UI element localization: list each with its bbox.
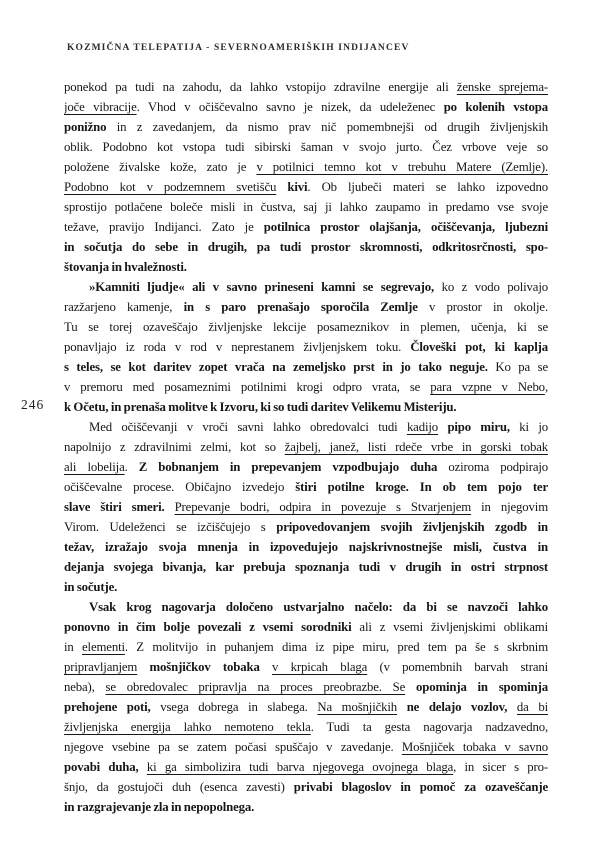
text-line xyxy=(64,117,548,137)
text-segment xyxy=(507,700,517,714)
text-line xyxy=(64,437,548,457)
text-line xyxy=(64,537,548,557)
text-segment: »Kamniti ljudje« ali v savno prineseni kamni se segrevajo, xyxy=(89,280,435,294)
text-segment: , xyxy=(544,380,548,394)
text-line xyxy=(64,637,548,657)
text-segment: da bi xyxy=(516,700,548,714)
text-line xyxy=(64,797,548,817)
text-segment: položene živalske kože, zato je xyxy=(64,160,257,174)
text-segment: ko z vodo polivajo xyxy=(434,280,548,294)
text-segment: ki jo xyxy=(509,420,548,434)
text-line xyxy=(64,557,548,577)
text-segment: opominja in spominja xyxy=(415,680,548,694)
text-line xyxy=(64,737,548,757)
text-line xyxy=(64,397,548,417)
text-segment xyxy=(405,680,416,694)
text-segment: , in sicer s pro- xyxy=(453,760,548,774)
text-segment: in razgrajevanje zla in nepopolnega. xyxy=(64,800,255,814)
text-segment: Ko pa se xyxy=(487,360,548,374)
text-segment: s teles, se kot daritev zopet vrača na zemeljsko prst in jo tako neguje. xyxy=(64,360,488,374)
text-segment: (v pomembnih barvah strani xyxy=(367,660,548,674)
text-segment: . xyxy=(124,460,139,474)
text-segment: Prepevanje bodri, odpira in povezuje s Stvarjenjem xyxy=(174,500,472,514)
text-segment: oblik. Podobno kot vstopa tudi sibirski šaman v svojo jurto. Čez vrbove veje so xyxy=(64,140,548,154)
text-segment: ali lobelija xyxy=(64,460,125,474)
text-line xyxy=(64,277,548,297)
text-line xyxy=(64,657,548,677)
text-segment: sprostijo potlačene boleče misli in čustva, saj ji lahko zaupamo in predamo vse svoje xyxy=(64,200,548,214)
text-segment: ali z vsemi življenjskimi oblikami xyxy=(351,620,548,634)
text-segment: štovanja in hvaležnosti. xyxy=(64,260,187,274)
text-segment: v krpicah blaga xyxy=(272,660,368,674)
text-segment xyxy=(139,760,147,774)
text-segment: ponavljajo iz roda v rod v neprestanem življenjskem toku. xyxy=(64,340,411,354)
text-segment xyxy=(137,660,149,674)
text-line xyxy=(64,297,548,317)
text-segment: razžarjeno kamenje, xyxy=(64,300,184,314)
text-line xyxy=(64,697,548,717)
text-segment: pripovedovanjem svojih življenjskih zgodb in xyxy=(276,520,548,534)
text-segment: šnjo, da gostujoči duh (esenca zavesti) xyxy=(64,780,294,794)
text-segment: in sočutja do sebe in drugih, pa tudi prostor skromnosti, odkritosrčnosti, spo- xyxy=(64,240,548,254)
text-segment: v premoru med posameznimi potilnimi krogi odpro vrata, se xyxy=(64,380,431,394)
text-segment: kivi xyxy=(287,180,308,194)
text-line xyxy=(64,497,548,517)
text-segment: para vzpne v Nebo xyxy=(430,380,545,394)
text-line xyxy=(64,77,548,97)
text-line xyxy=(64,97,548,117)
text-segment: in xyxy=(64,640,83,654)
text-line xyxy=(64,457,548,477)
text-segment: Podobno kot v podzemnem svetišču xyxy=(64,180,277,194)
text-segment: prehojene poti, xyxy=(64,700,151,714)
text-segment: Na mošnjičkih xyxy=(317,700,398,714)
text-line xyxy=(64,677,548,697)
text-segment: njegove vsebine pa se zatem počasi spuščajo v zavedanje. xyxy=(64,740,402,754)
text-segment: potilnica prostor olajšanja, očiščevanja, ljubezni xyxy=(263,220,548,234)
text-segment: se obredovalec pripravlja na proces preobrazbe. Se xyxy=(105,680,406,694)
text-segment: štiri potilne kroge. In ob tem pojo ter xyxy=(295,480,548,494)
text-segment: Z bobnanjem in prepevanjem vzpodbujajo duha xyxy=(138,460,438,474)
text-line xyxy=(64,177,548,197)
running-header: KOZMIČNA TELEPATIJA - SEVERNOAMERIŠKIH INDIJANCEV xyxy=(67,43,410,53)
text-line xyxy=(64,477,548,497)
text-segment: . Vhod v očiščevalno savno je nizek, da udeleženec xyxy=(136,100,444,114)
text-segment: neba), xyxy=(64,680,106,694)
text-segment: slave štiri smeri. xyxy=(64,500,175,514)
text-line xyxy=(64,157,548,177)
text-line xyxy=(64,237,548,257)
text-segment: elementi xyxy=(82,640,125,654)
text-segment: ponižno xyxy=(64,120,107,134)
text-line xyxy=(64,757,548,777)
text-segment: po kolenih vstopa xyxy=(443,100,548,114)
text-segment: Med očiščevanji v vroči savni lahko obredovalci tudi xyxy=(89,420,407,434)
text-segment: . Z molitvijo in puhanjem dima iz pipe miru, pred tem pa še s skrbnim xyxy=(124,640,548,654)
text-segment: dejanja svojega bivanja, kar prebuja spoznanja tudi v drugih in ostri strpnost xyxy=(64,560,548,574)
text-segment: težave, pravijo Indijanci. Zato je xyxy=(64,220,264,234)
text-segment: življenjska energija lahko nemoteno tekla xyxy=(64,720,311,734)
text-line xyxy=(64,417,548,437)
text-line xyxy=(64,377,548,397)
text-segment: Mošnjiček tobaka v savno xyxy=(401,740,548,754)
text-segment: Tu se torej ozaveščajo življenjske lekcije posameznikov in plemen, učenja, ki se xyxy=(64,320,548,334)
text-segment: in njegovim xyxy=(471,500,548,514)
text-segment: ženske sprejema- xyxy=(456,80,548,94)
text-segment: mošnjičkov tobaka xyxy=(149,660,260,674)
text-segment: Vsak krog nagovarja določeno ustvarjalno načelo: da bi se navzoči lahko xyxy=(89,600,548,614)
text-segment: Človeški pot, ki kaplja xyxy=(410,340,548,354)
text-line xyxy=(64,617,548,637)
text-segment: v prostor in okolje. xyxy=(417,300,548,314)
text-segment xyxy=(260,660,272,674)
text-line xyxy=(64,357,548,377)
text-segment: Virom. Udeleženci se izčiščujejo s xyxy=(64,520,277,534)
text-line xyxy=(64,217,548,237)
text-line xyxy=(64,597,548,617)
text-segment: kadijo xyxy=(406,420,439,434)
text-segment: žajbelj, janež, listi rdeče vrbe in gorski tobak xyxy=(284,440,548,454)
text-segment: in sočutje. xyxy=(64,580,118,594)
text-segment: privabi blagoslov in pomoč za ozaveščanje xyxy=(293,780,548,794)
text-line xyxy=(64,517,548,537)
text-segment: pipo miru, xyxy=(447,420,510,434)
text-segment: ponovno in čim bolje povezali z vsemi sorodniki xyxy=(64,620,352,634)
text-line xyxy=(64,337,548,357)
text-line xyxy=(64,577,548,597)
text-segment: ki ga simbolizira tudi barva njegovega ovojnega blaga xyxy=(146,760,454,774)
text-segment: v potilnici temno kot v trebuhu Matere (Zemlje). xyxy=(256,160,548,174)
text-segment: očiščevalne procese. Običajno izvedejo xyxy=(64,480,296,494)
text-segment: težav, izražajo svoja mnenja in izpovedujejo najskrivnostnejše misli, čustva in xyxy=(64,540,548,554)
text-line xyxy=(64,777,548,797)
text-segment xyxy=(276,180,287,194)
text-segment: povabi duha, xyxy=(64,760,139,774)
body-text xyxy=(64,77,548,817)
text-line xyxy=(64,137,548,157)
text-segment: ne delajo vozlov, xyxy=(406,700,508,714)
text-segment: k Očetu, in prenaša molitve k Izvoru, ki so tudi daritev Velikemu Misteriju. xyxy=(64,400,457,414)
text-segment: in s paro prenašajo sporočila Zemlje xyxy=(183,300,418,314)
text-segment: . Tudi ta gesta nagovarja nadzavedno, xyxy=(310,720,548,734)
text-line xyxy=(64,717,548,737)
text-line xyxy=(64,197,548,217)
text-segment: napolnijo z zdravilnimi zelmi, kot so xyxy=(64,440,285,454)
text-segment: ponekod pa tudi na zahodu, da lahko vstopijo zdravilne energije ali xyxy=(64,80,457,94)
text-segment: . Ob ljubeči materi se lahko izpovedno xyxy=(307,180,548,194)
text-segment: pripravljanjem xyxy=(64,660,138,674)
text-segment: joče vibracije xyxy=(64,100,137,114)
text-segment: oziroma podpirajo xyxy=(437,460,548,474)
page-number: 246 xyxy=(21,397,45,412)
text-segment: in z zavedanjem, da nismo prav nič pomembnejši od drugih življenjskih xyxy=(106,120,548,134)
text-segment: vsega dobrega in slabega. xyxy=(150,700,318,714)
text-line xyxy=(64,257,548,277)
text-line xyxy=(64,317,548,337)
text-segment xyxy=(397,700,407,714)
